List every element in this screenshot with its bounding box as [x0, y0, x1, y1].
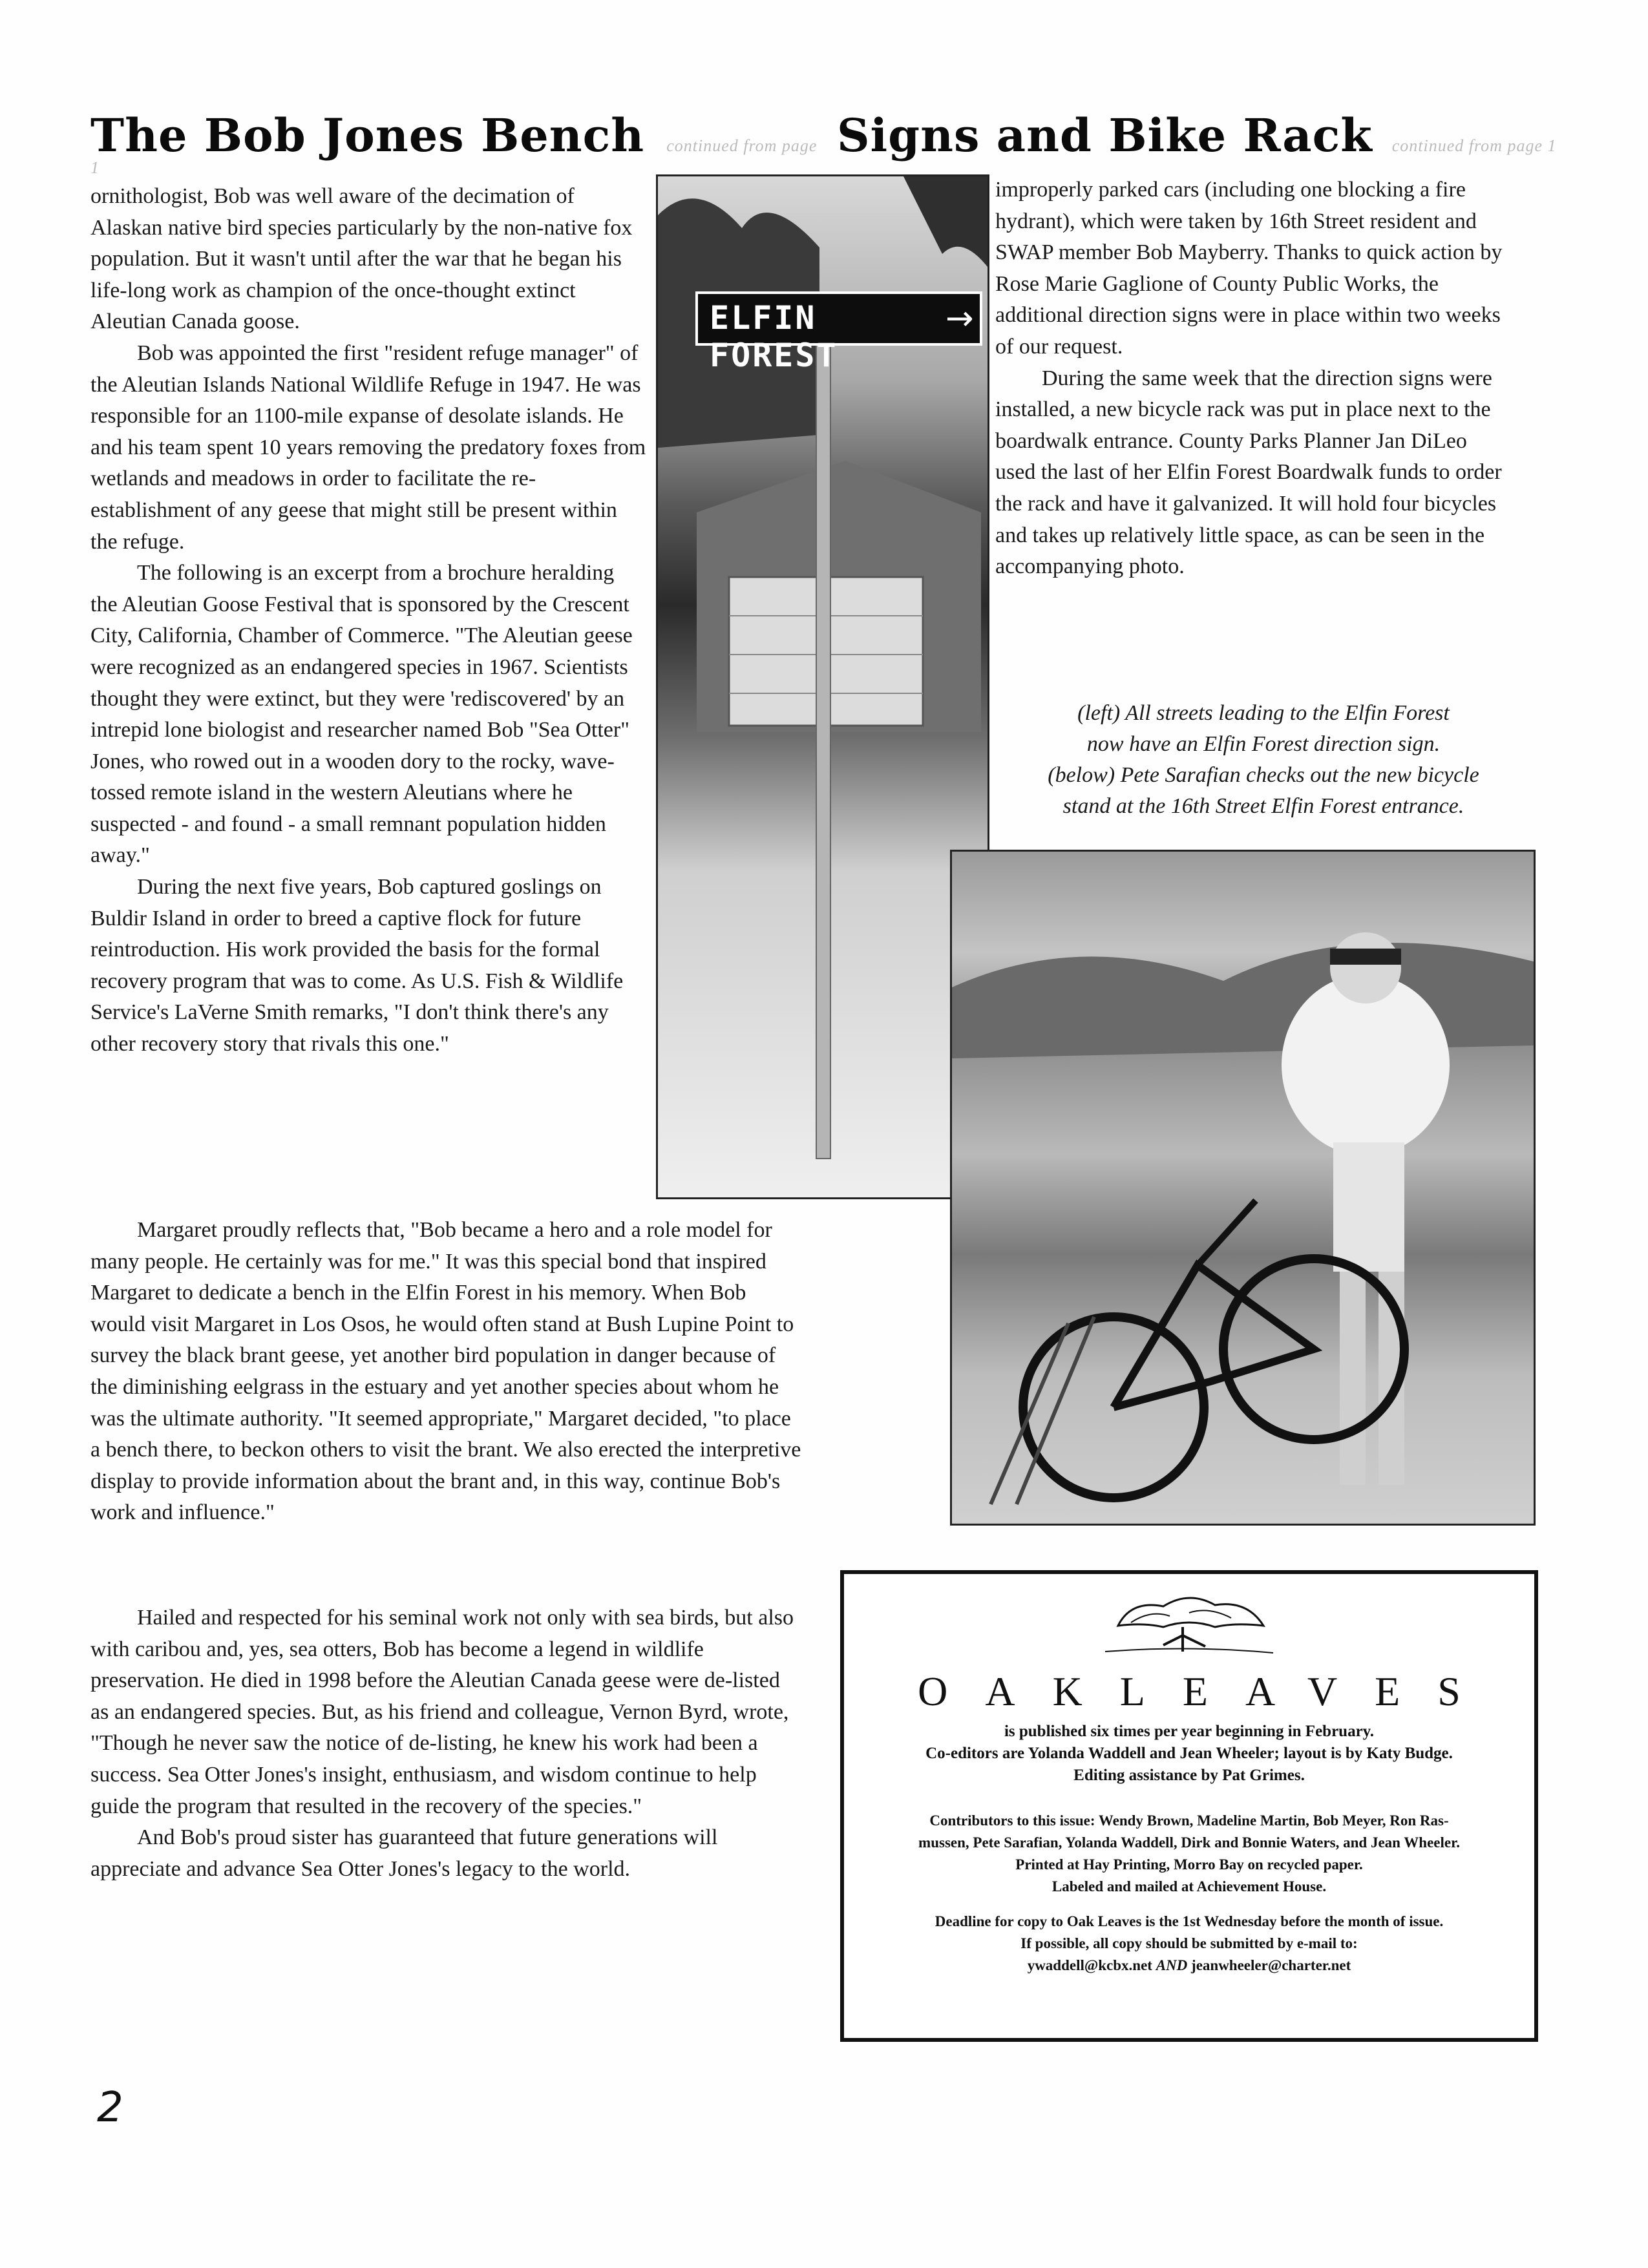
contributors-line: Printed at Hay Printing, Morro Bay on recycled paper.: [1015, 1856, 1363, 1873]
masthead-line: Co-editors are Yolanda Waddell and Jean Wheeler; layout is by Katy Budge.: [925, 1745, 1453, 1762]
street-sign-text: ELFIN FOREST: [710, 299, 838, 374]
contributors-line: mussen, Pete Sarafian, Yolanda Waddell, Dirk and Bonnie Waters, and Jean Wheeler.: [918, 1834, 1460, 1851]
email-line: [844, 1955, 1534, 1977]
masthead-line: Editing assistance by Pat Grimes.: [1073, 1767, 1305, 1784]
caption-line: (left) All streets leading to the Elfin Forest: [1077, 701, 1450, 725]
email-link[interactable]: jeanwheeler@charter.net: [1191, 1957, 1351, 1973]
left-paragraph: The following is an excerpt from a brochure heralding the Aleutian Goose Festival that is sponsored by the Crescent City, California, Chamber of Commerce. "The Aleutian geese were recognized as an endangered species in 1967. Scientists thought they were extinct, but they were 'rediscovered' by an intrepid lone biologist and researcher named Bob "Sea Otter" Jones, who rowed out in a wooden dory to the rocky, wave-tossed remote island in the western Aleutians where he suspected - and found - a small remnant population hidden away.": [90, 561, 633, 868]
bike-frame: [1114, 1265, 1314, 1407]
elfin-forest-sign-photo: [656, 174, 989, 1199]
oak-tree-logo-icon: [1092, 1587, 1286, 1658]
left-article-title: The Bob Jones Bench: [90, 109, 645, 162]
deadline-line: If possible, all copy should be submitted by e-mail to:: [1020, 1935, 1358, 1951]
right-article-title: Signs and Bike Rack: [837, 109, 1373, 162]
right-paragraph: improperly parked cars (including one blocking a fire hydrant), which were taken by 16th Street resident and SWAP member Bob Mayberry. Thanks to quick action by Rose Marie Gaglione of County Public Works, the additional direction signs were in place within two weeks of our request.: [995, 178, 1503, 359]
email-conjunction: AND: [1156, 1957, 1188, 1973]
left-paragraph: Margaret proudly reflects that, "Bob became a hero and a role model for many people. He certainly was for me." It was this special bond that inspired Margaret to dedicate a bench in the Elfin Forest in his memory. When Bob would visit Margaret in Los Osos, he would often stand at Bush Lupine Point to survey the black brant geese, yet another bird population in danger because of the diminishing eelgrass in the estuary and yet another species about whom he was the ultimate authority. "It seemed appropriate," Margaret decided, "to place a bench there, to beckon others to visit the brant. We also erected the interpretive display to provide information about the brant and, in this way, continue Bob's work and influence.": [90, 1218, 801, 1525]
left-article-body-upper: [90, 181, 646, 1060]
right-article-header: [837, 109, 1600, 162]
deadline-line: Deadline for copy to Oak Leaves is the 1st Wednesday before the month of issue.: [935, 1913, 1444, 1929]
masthead-line: is published six times per year beginning in February.: [1004, 1723, 1375, 1740]
left-paragraph: During the next five years, Bob captured goslings on Buldir Island in order to breed a captive flock for future reintroduction. His work provided the basis for the formal recovery program that was to come. As U.S. Fish & Wildlife Service's LaVerne Smith remarks, "I don't think there's any other recovery story that rivals this one.": [90, 875, 624, 1056]
right-continued-note: continued from page 1: [1391, 136, 1557, 155]
left-paragraph: And Bob's proud sister has guaranteed that future generations will appreciate and advance Sea Otter Jones's legacy to the world.: [90, 1825, 718, 1881]
caption-line: now have an Elfin Forest direction sign.: [1086, 732, 1441, 756]
contributors-line: Labeled and mailed at Achievement House.: [1051, 1878, 1327, 1895]
right-paragraph: During the same week that the direction signs were installed, a new bicycle rack was put in place next to the boardwalk entrance. County Parks Planner Jan DiLeo used the last of her Elfin Forest Boardwalk funds to order the rack and have it galvanized. It will hold four bicycles and takes up relatively little space, as can be seen in the accompanying photo.: [995, 366, 1502, 579]
bicycle-rack-photo: [950, 850, 1536, 1526]
page-number: 2: [97, 2084, 123, 2132]
left-article-header: [90, 109, 821, 178]
right-article-body: [995, 174, 1512, 583]
left-paragraph: Bob was appointed the first "resident refuge manager" of the Aleutian Islands National Wildlife Refuge in 1947. He was responsible for an 1100-mile expanse of desolate islands. He and his team spent 10 years removing the predatory foxes from wetlands and meadows in order to facilitate the re-establishment of any geese that might still be present within the refuge.: [90, 341, 646, 554]
bike-photo-illustration: [952, 852, 1534, 1524]
oakleaves-masthead-box: [840, 1570, 1538, 2042]
left-article-body-bottom: [90, 1602, 801, 1885]
left-article-body-lower: [90, 1215, 801, 1529]
email-link[interactable]: ywaddell@kcbx.net: [1027, 1957, 1152, 1973]
sunglasses: [1330, 949, 1401, 965]
tree-shape-right: [903, 176, 988, 267]
left-continued-note: continued from page 1: [90, 136, 818, 177]
contributors-line: Contributors to this issue: Wendy Brown, Madeline Martin, Bob Meyer, Ron Ras-: [929, 1812, 1449, 1829]
sign-post: [816, 312, 830, 1159]
caption-line: (below) Pete Sarafian checks out the new bicycle: [1048, 763, 1479, 787]
person-leg-left: [1340, 1272, 1366, 1485]
photo-caption: [989, 698, 1538, 822]
caption-line: stand at the 16th Street Elfin Forest entrance.: [1062, 794, 1464, 818]
person-shorts: [1333, 1142, 1404, 1272]
person-head: [1330, 932, 1401, 1003]
arrow-right-icon: →: [945, 299, 974, 338]
newsletter-title: OAKLEAVES: [918, 1668, 1498, 1714]
left-paragraph: Hailed and respected for his seminal work not only with sea birds, but also with caribou and, yes, sea otters, Bob has become a legend in wildlife preservation. He died in 1998 before the Aleutian Canada geese were de-listed as an endangered species. But, as his friend and colleague, Vernon Byrd, wrote, "Though he never saw the notice of de-listing, he knew his work had been a success. Sea Otter Jones's insight, enthusiasm, and wisdom continue to help guide the program that resulted in the recovery of the species.": [90, 1606, 794, 1818]
left-paragraph: ornithologist, Bob was well aware of the decimation of Alaskan native bird species particularly by the non-native fox population. But it wasn't until after the war that he began his life-long work as champion of the once-thought extinct Aleutian Canada goose.: [90, 184, 633, 334]
